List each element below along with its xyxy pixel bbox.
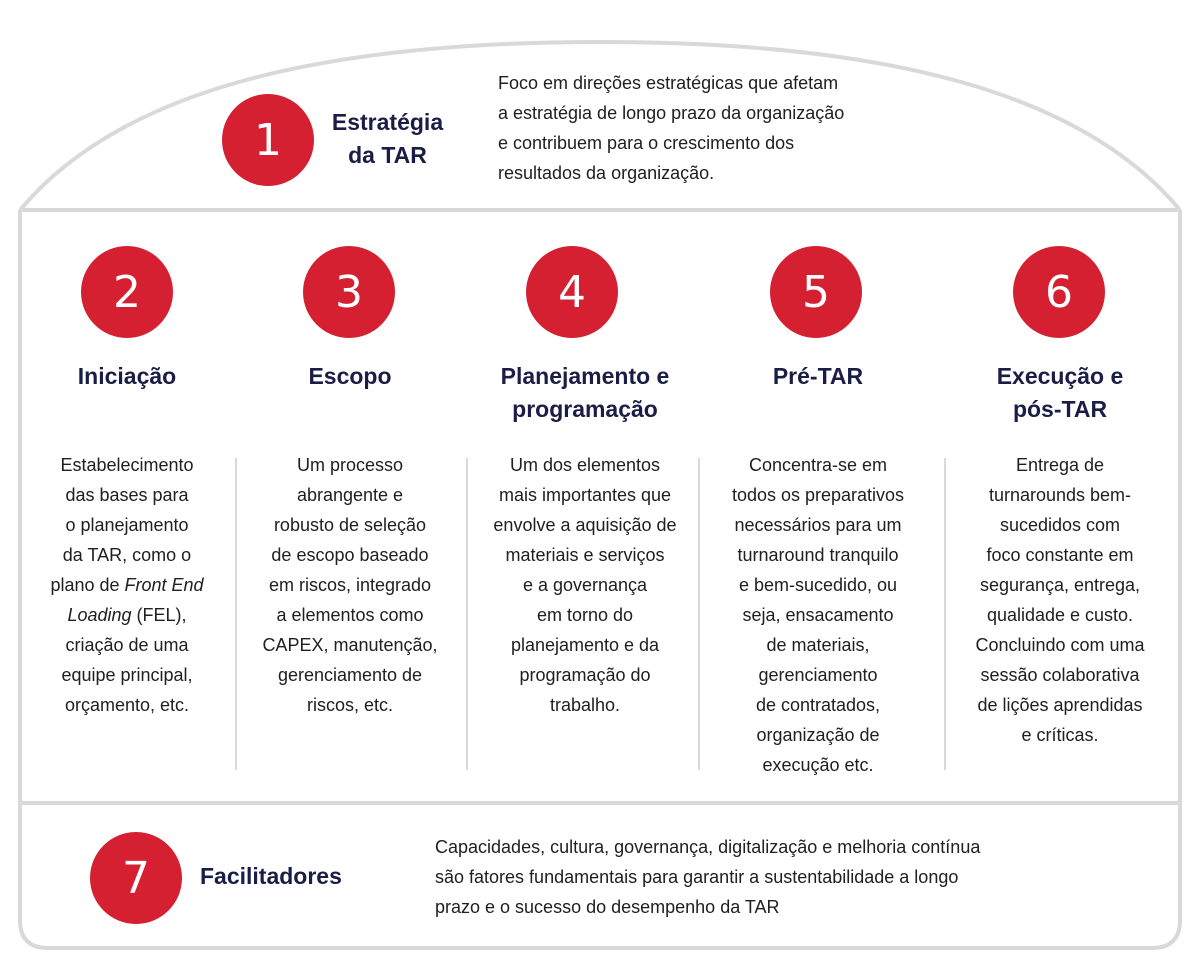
phase-6-description: Entrega de turnarounds bem- sucedidos com foco constante em segurança, entrega, qualidade e custo. Concluindo com uma sessão colaborativa de lições aprendidas e críticas. [975, 455, 1145, 745]
phase-5-description: Concentra-se em todos os preparativos necessários para um turnaround tranquilo e bem-sucedido, ou seja, ensacamento de materiais, gerenciamento de contratados, organização de execução etc. [731, 455, 905, 775]
phase-2-title [27, 360, 227, 393]
phase-4-number-badge: 4 [526, 246, 618, 338]
foundation-bottom [20, 920, 1180, 948]
phase-2-description-part2: (FEL), criação de uma equipe principal, orçamento, etc. [61, 605, 193, 715]
phase-6-title-line1: Execução e [996, 363, 1124, 389]
phase-3-description: Um processo abrangente e robusto de seleção de escopo baseado em riscos, integrado a elementos como CAPEX, manutenção, gerenciamento de riscos, etc. [262, 455, 438, 715]
phase-5-title-line1: Pré-TAR [772, 363, 864, 389]
phase-6-title-line2: pós-TAR [1012, 396, 1108, 422]
phase-4-title-line2: programação [512, 396, 658, 422]
strategy-title-line1: Estratégia [331, 109, 444, 135]
phase-4-description: Um dos elementos mais importantes que envolve a aquisição de materiais e serviços e a governança em torno do planejamento e da programação do trabalho. [493, 455, 677, 715]
phase-6-number-badge: 6 [1013, 246, 1105, 338]
column-separator [235, 458, 237, 770]
enablers-number-badge: 7 [90, 832, 182, 924]
strategy-description: Foco em direções estratégicas que afetam a estratégia de longo prazo da organização e contribuem para o crescimento dos resultados da organização. [498, 73, 845, 183]
enablers-title: Facilitadores [200, 863, 342, 889]
phase-2-title-line1: Iniciação [77, 363, 177, 389]
phase-2-description-part1: Estabelecimento das bases para o planejamento da TAR, como o plano de [50, 455, 194, 595]
phase-5-number-badge: 5 [770, 246, 862, 338]
phase-4-title [470, 360, 700, 426]
enablers-description: Capacidades, cultura, governança, digitalização e melhoria contínua são fatores fundamentais para garantir a sustentabilidade a longo prazo e o sucesso do desempenho da TAR [435, 837, 981, 917]
strategy-title [320, 106, 455, 172]
phase-2-description-italic: Front End Loading [67, 575, 204, 625]
phase-2-number-badge: 2 [81, 246, 173, 338]
phase-3-number-badge: 3 [303, 246, 395, 338]
phase-5-title [703, 360, 933, 393]
phase-3-title-line1: Escopo [308, 363, 392, 389]
column-separator [944, 458, 946, 770]
phase-6-title [950, 360, 1170, 426]
strategy-title-line2: da TAR [348, 142, 427, 168]
phase-4-title-line1: Planejamento e [500, 363, 670, 389]
phase-3-title [240, 360, 460, 393]
column-separator [466, 458, 468, 770]
strategy-number-badge: 1 [222, 94, 314, 186]
column-separator [698, 458, 700, 770]
phase-2-description [27, 450, 227, 720]
